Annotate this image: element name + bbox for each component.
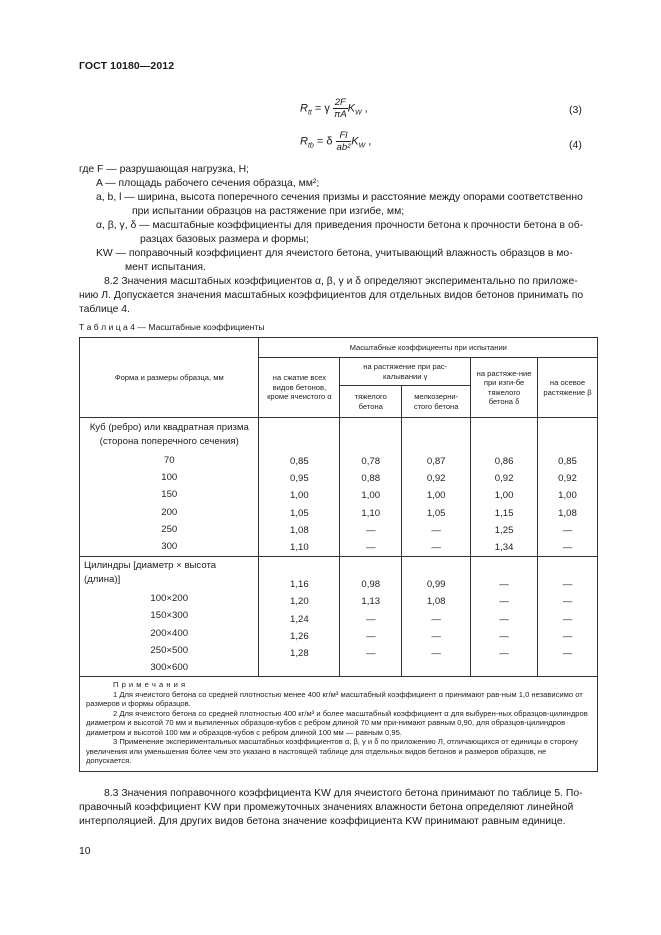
cyl-delta-4: —: [499, 648, 509, 660]
cube-size-2: 150: [161, 489, 178, 501]
cube-gamma-heavy-column: [340, 418, 402, 557]
notes-title: П р и м е ч а н и я: [113, 680, 186, 690]
cyl-size-4: 300×600: [150, 662, 189, 674]
cube-gamma-heavy-4: —: [365, 524, 376, 536]
cyl-delta-column: [471, 557, 538, 677]
cyl-beta-4: —: [562, 648, 573, 660]
para-8-3-line-2: правочный коэффициент KW при промежуточных значениях влажности бетона определяют линейной: [79, 802, 574, 813]
cyl-alpha-0: 1,16: [290, 579, 309, 591]
cyl-gamma-heavy-1: 1,13: [361, 596, 381, 608]
cyl-beta-2: —: [562, 613, 573, 625]
cyl-gamma-heavy-2: —: [365, 613, 376, 625]
header-fine-concrete: мелкозерни-стого бетона: [402, 386, 471, 418]
cube-alpha-4: 1,08: [290, 524, 309, 536]
formula-4-denominator: ab²: [336, 142, 351, 153]
formula-3-tail: ,: [364, 102, 368, 115]
cube-beta-column: [538, 418, 598, 557]
cyl-gamma-heavy-column: [340, 557, 402, 677]
cyl-size-1: 150×300: [150, 610, 189, 622]
para-8-3-line-1: 8.3 Значения поправочного коэффициента KW для ячеистого бетона принимают по таблице 5. По-: [104, 788, 583, 799]
cube-gamma-heavy-2: 1,00: [361, 490, 381, 502]
cube-gamma-fine-2: 1,00: [426, 490, 446, 502]
cube-gamma-heavy-5: —: [365, 542, 376, 554]
cube-delta-0: 0,86: [494, 456, 514, 467]
cube-gamma-fine-0: 0,87: [426, 456, 446, 467]
page-number: 10: [79, 846, 91, 857]
para-8-2-line-3: таблице 4.: [79, 304, 130, 315]
formula-3-k: K: [347, 102, 355, 115]
cyl-size-3: 250×500: [150, 644, 189, 656]
table-notes: [80, 677, 598, 772]
formula-3-numerator: 2F: [334, 97, 346, 108]
formula-4-numerator: Fl: [336, 130, 352, 142]
where-line-4b: разцах базовых размера и формы;: [140, 234, 309, 245]
cube-beta-0: 0,85: [558, 456, 577, 467]
cube-gamma-fine-3: 1,05: [426, 507, 446, 519]
cube-alpha-0: 0,85: [290, 456, 309, 467]
where-line-3a: a, b, l — ширина, высота поперечного сечения призмы и расстояние между опорами соответственно: [96, 192, 583, 203]
where-line-1: где F — разрушающая нагрузка, Н;: [79, 164, 250, 175]
where-line-5b: мент испытания.: [125, 262, 206, 273]
cube-delta-2: 1,00: [494, 490, 514, 502]
formula-4-lhs-sub: tb: [307, 142, 314, 150]
cube-alpha-2: 1,00: [290, 490, 309, 502]
cyl-beta-1: —: [562, 596, 573, 608]
header-axial: на осевое растяжение β: [538, 358, 598, 418]
cube-size-5: 300: [161, 541, 178, 553]
formula-4-k: K: [351, 135, 359, 148]
cube-delta-column: [471, 418, 538, 557]
table-caption: Т а б л и ц а 4 — Масштабные коэффициенты: [79, 322, 265, 332]
cyl-alpha-3: 1,26: [290, 630, 309, 642]
document-header: ГОСТ 10180—2012: [79, 60, 175, 72]
para-8-2-line-2: нию Л. Допускается значения масштабных коэффициентов для отдельных видов бетонов принимать по: [79, 290, 584, 301]
formula-4: [300, 130, 371, 153]
header-splitting: на растяжение при рас-калывании γ: [340, 358, 471, 386]
formula-3-lhs: R: [300, 102, 308, 115]
cube-gamma-fine-column: [402, 418, 471, 557]
cyl-alpha-column: [259, 557, 340, 677]
formula-4-eq: = δ: [316, 135, 333, 148]
formula-4-k-sub: W: [358, 142, 366, 150]
cyl-gamma-fine-1: 1,08: [426, 596, 446, 608]
formula-3: [300, 97, 368, 120]
cube-section-cell: [80, 418, 259, 557]
where-line-2: A — площадь рабочего сечения образца, мм²;: [96, 178, 320, 189]
cyl-gamma-heavy-3: —: [365, 630, 376, 642]
cube-beta-5: —: [562, 542, 573, 554]
cube-beta-1: 0,92: [558, 473, 577, 485]
formula-3-k-sub: W: [355, 109, 362, 117]
cyl-gamma-fine-0: 0,99: [426, 579, 446, 591]
where-line-4a: α, β, γ, δ — масштабные коэффициенты для приведения прочности бетона к прочности бетона в об-: [96, 220, 584, 231]
formula-3-number: (3): [569, 104, 582, 116]
cube-size-4: 250: [161, 523, 178, 535]
cube-gamma-fine-5: —: [431, 542, 441, 554]
formula-3-lhs-sub: tt: [307, 109, 312, 117]
cube-size-0: 70: [163, 455, 175, 466]
cube-delta-4: 1,25: [494, 524, 514, 536]
cube-alpha-1: 0,95: [290, 473, 309, 485]
formula-3-denominator: πA: [333, 109, 347, 120]
header-group: Масштабные коэффициенты при испытании: [259, 338, 598, 358]
para-8-2-line-1: 8.2 Значения масштабных коэффициентов α, β, γ и δ определяют экспериментально по приложе-: [104, 276, 578, 287]
cube-gamma-heavy-0: 0,78: [361, 456, 381, 467]
cube-alpha-column: [259, 418, 340, 557]
cyl-alpha-1: 1,20: [290, 596, 309, 608]
cyl-gamma-heavy-0: 0,98: [361, 579, 381, 591]
cube-gamma-heavy-3: 1,10: [361, 507, 381, 519]
formula-4-fraction: [336, 130, 352, 153]
cyl-delta-3: —: [499, 630, 509, 642]
cyl-gamma-fine-4: —: [431, 648, 441, 660]
para-8-3-line-3: интерполяцией. Для других видов бетона значение коэффициента KW принимают равным единице.: [79, 816, 566, 827]
cyl-delta-0: —: [499, 579, 509, 591]
cube-gamma-fine-1: 0,92: [426, 473, 446, 485]
cube-size-3: 200: [161, 506, 178, 518]
header-bending: на растяже-ние при изги-бе тяжелого бетона δ: [471, 358, 538, 418]
where-line-3b: при испытании образцов на растяжение при изгибе, мм;: [132, 206, 405, 217]
cube-beta-2: 1,00: [558, 490, 577, 502]
note-2: 2 Для ячеистого бетона со средней плотностью 400 кг/м³ и более масштабный коэффициент α для выбурен-ных образцов-цилиндров диаметром и высотой 70 мм и выпиленных образцов-кубов с ребром длиной 70 мм при-нимают равным 0,90, для образцов-цилиндров диаметром и высотой 100 мм и образцов-кубов с ребром длиной 100 мм — равным 0,95.: [86, 708, 588, 737]
formula-4-tail: ,: [368, 135, 372, 148]
formula-4-number: (4): [569, 139, 582, 151]
cyl-delta-2: —: [499, 613, 509, 625]
cube-delta-3: 1,15: [494, 507, 514, 519]
cyl-gamma-fine-3: —: [431, 630, 441, 642]
header-compression: на сжатие всех видов бетонов, кроме ячеистого α: [259, 358, 340, 418]
header-heavy-concrete: тяжелого бетона: [340, 386, 402, 418]
cube-delta-5: 1,34: [494, 542, 514, 554]
cube-alpha-3: 1,05: [290, 507, 309, 519]
note-3: 3 Применение экспериментальных масштабных коэффициентов α, β, γ и δ по приложению Л, отличающихся от единицы в сторону увеличения или уменьшения более чем это указано в настоящей таблице для отдельных видов бетонов и размеров образцов, не допускается.: [86, 737, 578, 766]
cube-beta-4: —: [562, 524, 573, 536]
cube-size-1: 100: [161, 472, 178, 484]
cyl-gamma-fine-2: —: [431, 613, 441, 625]
formula-3-fraction: [333, 97, 348, 120]
cube-beta-3: 1,08: [558, 507, 577, 519]
note-1: 1 Для ячеистого бетона со средней плотностью менее 400 кг/м³ масштабный коэффициент α принимают рав-ным 1,0 независимо от размеров и формы образцов.: [86, 689, 583, 709]
cylinder-section-cell: [80, 557, 259, 677]
scale-coefficients-table: [79, 337, 598, 772]
cube-delta-1: 0,92: [494, 473, 514, 485]
cyl-beta-3: —: [562, 630, 573, 642]
cube-gamma-fine-4: —: [431, 524, 441, 536]
cyl-beta-0: —: [562, 579, 573, 591]
cyl-alpha-4: 1,28: [290, 648, 309, 660]
cyl-size-2: 200×400: [150, 627, 189, 639]
cube-alpha-5: 1,10: [290, 542, 309, 554]
formula-3-eq: = γ: [314, 102, 330, 115]
cyl-beta-column: [538, 557, 598, 677]
cylinder-section-title: Цилиндры [диаметр × высота (длина)]: [84, 560, 217, 586]
cyl-gamma-heavy-4: —: [365, 648, 376, 660]
where-line-5a: KW — поправочный коэффициент для ячеистого бетона, учитывающий влажность образцов в мо-: [96, 248, 573, 259]
cyl-size-0: 100×200: [150, 593, 189, 605]
cyl-delta-1: —: [499, 596, 509, 608]
cube-gamma-heavy-1: 0,88: [361, 473, 381, 485]
cube-section-title: Куб (ребро) или квадратная призма (сторона поперечного сечения): [89, 422, 249, 447]
cyl-gamma-fine-column: [402, 557, 471, 677]
header-form: Форма и размеры образца, мм: [80, 338, 259, 418]
cyl-alpha-2: 1,24: [290, 613, 309, 625]
formula-4-lhs: R: [300, 135, 308, 148]
